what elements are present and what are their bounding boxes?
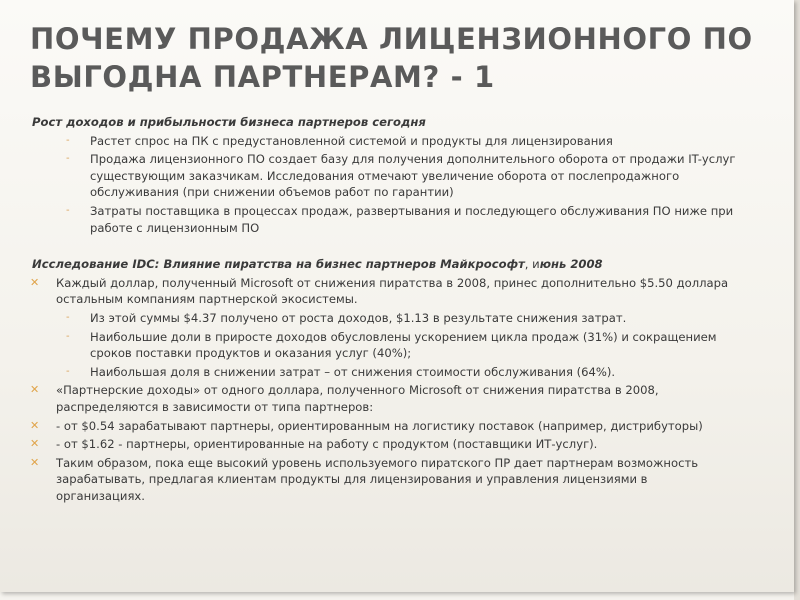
section2-heading-date: юнь 2008 [539, 257, 603, 272]
slide-title: ПОЧЕМУ ПРОДАЖА ЛИЦЕНЗИОННОГО ПО ВЫГОДНА ПАРТНЕРАМ? - 1 [30, 22, 753, 94]
x-mark-icon: ✕ [30, 437, 40, 451]
section2-paragraph-text: Таким образом, пока еще высокий уровень используемого пиратского ПР дает партнерам возможность зарабатывать, предлагая клиентам продукты для лицензирования и управления лицензиями в организациях. [56, 455, 699, 503]
section2-subitem [22, 364, 738, 381]
section2-heading-title: Исследование IDC: Влияние пиратства на бизнес партнеров Майкрософт [32, 257, 525, 272]
section1-heading: Рост доходов и прибыльности бизнеса партнеров сегодня [32, 115, 426, 129]
section2-subitem-text: Наибольшая доля в снижении затрат – от снижения стоимости обслуживания (64%). [90, 364, 616, 379]
section2-paragraph [22, 382, 738, 415]
section2-paragraph-text: - от $1.62 - партнеры, ориентированные на работу с продуктом (поставщики ИТ-услуг). [56, 437, 598, 452]
x-mark-icon: ✕ [30, 383, 40, 397]
section2-paragraph [22, 455, 738, 505]
dash-bullet-icon: ‐ [66, 311, 70, 323]
dash-bullet-icon: ‐ [66, 365, 70, 377]
section2-paragraph [22, 275, 738, 308]
section2-subitem [22, 329, 738, 362]
dash-bullet-icon: ‐ [66, 204, 70, 216]
section2-paragraph-text: Каждый доллар, полученный Microsoft от снижения пиратства в 2008, принес дополнительно $5.50 доллара остальным компаниям партнерской экосистемы. [56, 275, 729, 307]
section2-paragraph [22, 418, 738, 435]
x-mark-icon: ✕ [30, 418, 40, 432]
section2-subitem-text: Из этой суммы $4.37 получено от роста доходов, $1.13 в результате снижения затрат. [90, 310, 627, 325]
dash-bullet-icon: ‐ [66, 153, 70, 165]
section1-item [22, 203, 738, 236]
x-mark-icon: ✕ [30, 275, 40, 289]
section1-item [22, 133, 738, 150]
section2-subitem-text: Наибольшие доли в приросте доходов обусловлены ускорением цикла продаж (31%) и сокращением сроков поставки продуктов и оказания услуг (40%); [90, 329, 717, 361]
section2-paragraph [22, 436, 738, 453]
x-mark-icon: ✕ [30, 455, 40, 469]
section2-heading-separator: , и [524, 257, 540, 272]
section1-item [22, 151, 738, 201]
section2-paragraph-text: - от $0.54 зарабатывают партнеры, ориентированным на логистику поставок (например, дистрибуторы) [56, 418, 703, 433]
section1-item-text: Продажа лицензионного ПО создает базу для получения дополнительного оборота от продажи IT-услуг существующим заказчикам. Исследования отмечают увеличение оборота от послепродажного обслуживания (при снижении объемов работ по гарантии) [90, 152, 736, 200]
spacer [22, 238, 738, 256]
section1-item-text: Растет спрос на ПК с предустановленной системой и продукты для лицензирования [90, 133, 613, 148]
dash-bullet-icon: ‐ [66, 330, 70, 342]
section2-paragraph-text: «Партнерские доходы» от одного доллара, полученного Microsoft от снижения пиратства в 2008, распределяются в зависимости от типа партнеров: [56, 383, 659, 414]
section2-heading [22, 256, 738, 273]
section1-item-text: Затраты поставщика в процессах продаж, развертывания и последующего обслуживания ПО ниже при работе с лицензионным ПО [90, 203, 734, 235]
dash-bullet-icon: ‐ [66, 134, 70, 146]
section2-subitem [22, 310, 738, 327]
slide-body [22, 114, 738, 506]
